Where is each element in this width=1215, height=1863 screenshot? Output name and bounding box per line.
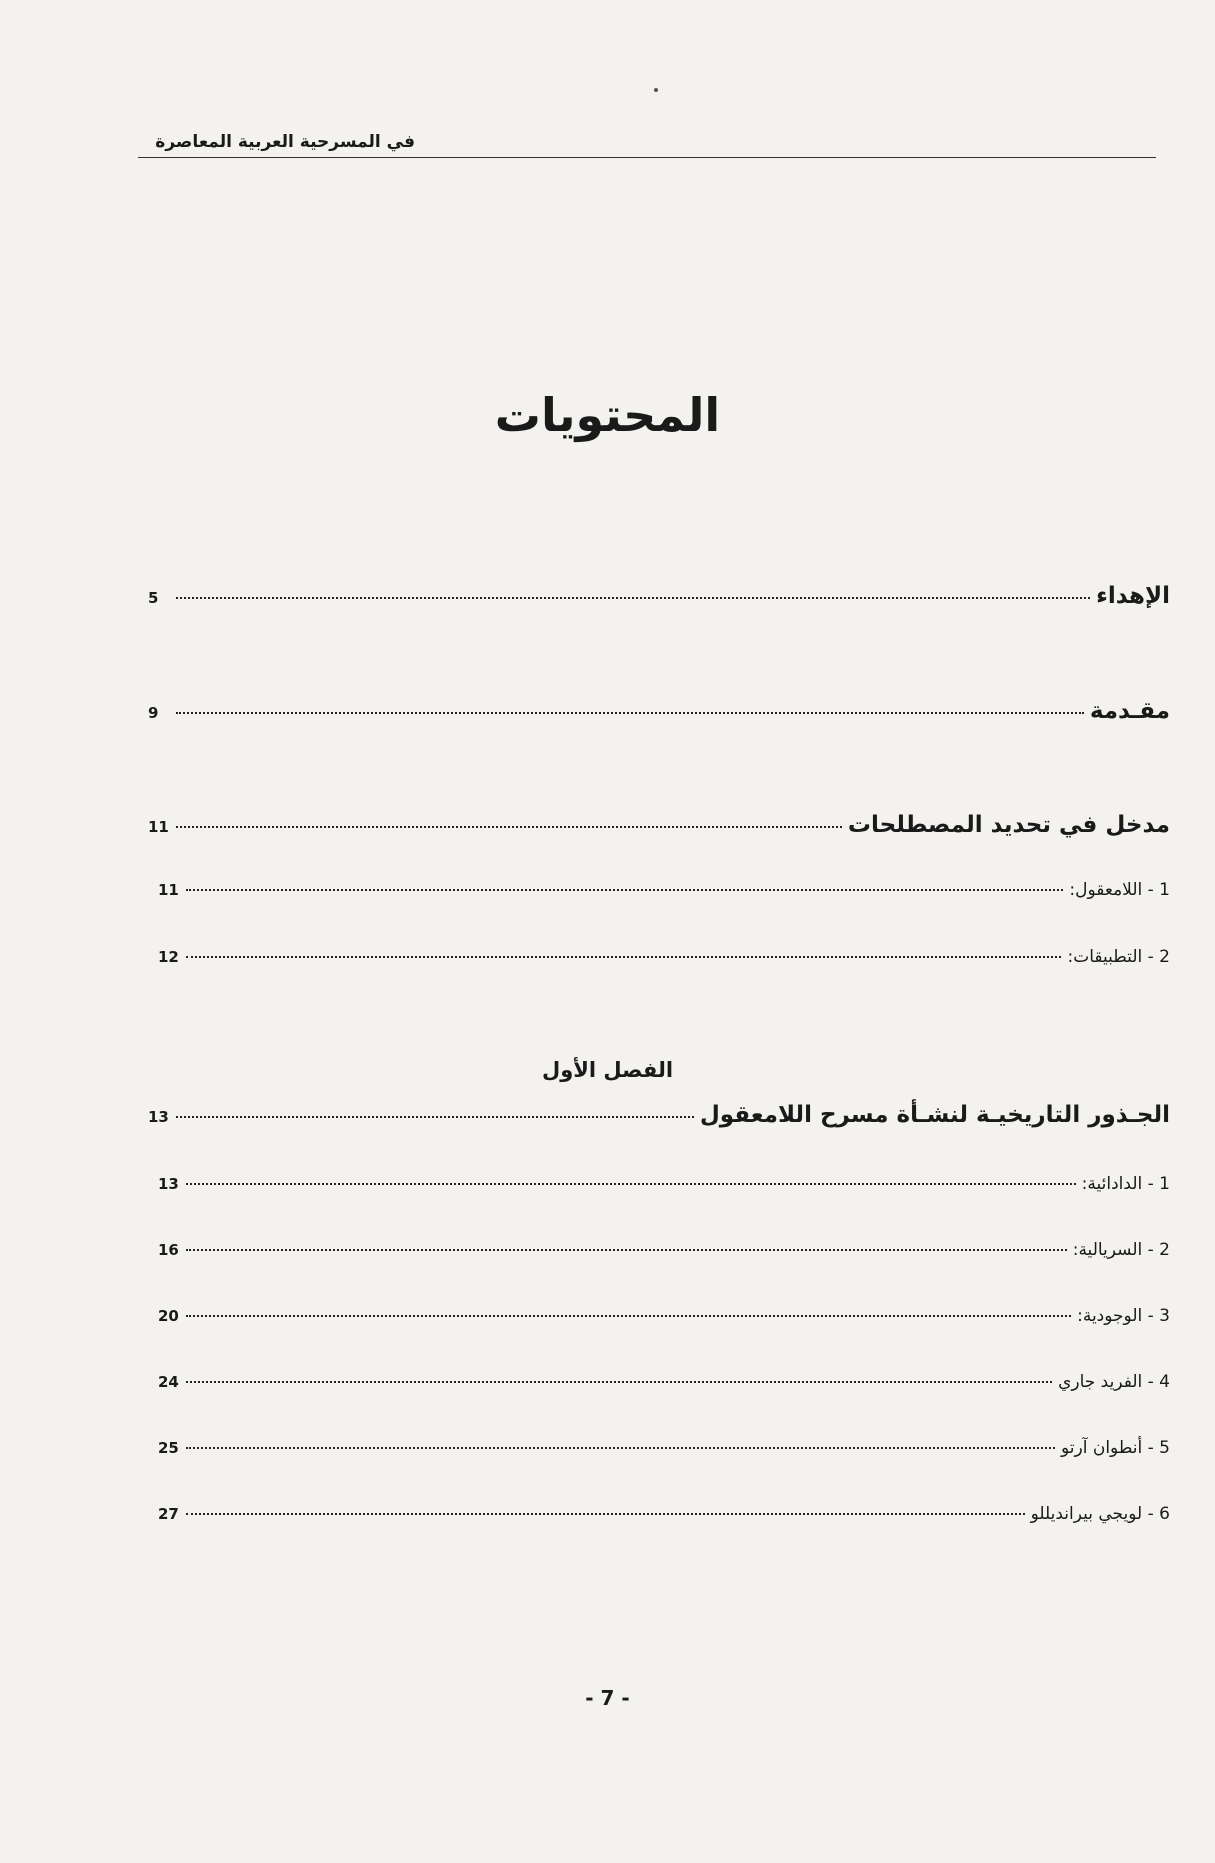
page-title: المحتويات xyxy=(494,388,721,442)
toc-entry-absurd[interactable] xyxy=(158,880,1170,900)
toc-entry-page: 13 xyxy=(148,1108,169,1126)
leader-dots xyxy=(186,889,1063,891)
leader-dots xyxy=(176,712,1084,714)
toc-entry-dedication[interactable] xyxy=(148,583,1170,609)
leader-dots xyxy=(186,1513,1025,1515)
toc-entry-page: 16 xyxy=(158,1241,179,1259)
toc-entry-label: 5 - أنطوان آرتو xyxy=(1060,1438,1170,1458)
toc-entry-page: 11 xyxy=(158,881,179,899)
toc-entry-terminology[interactable] xyxy=(148,812,1170,838)
leader-dots xyxy=(186,1183,1076,1185)
leader-dots xyxy=(186,1381,1052,1383)
page-number: - 7 - xyxy=(585,1686,630,1710)
toc-entry-label: الجـذور التاريخيـة لنشـأة مسرح اللامعقول xyxy=(699,1102,1170,1128)
toc-entry-label: 2 - السريالية: xyxy=(1072,1240,1170,1260)
toc-entry-existentialism[interactable] xyxy=(158,1306,1170,1326)
leader-dots xyxy=(186,1447,1055,1449)
leader-dots xyxy=(186,1249,1067,1251)
toc-entry-page: 13 xyxy=(158,1175,179,1193)
toc-entry-page: 25 xyxy=(158,1439,179,1457)
toc-entry-luigi-pirandello[interactable] xyxy=(158,1504,1170,1524)
toc-entry-label: مقـدمة xyxy=(1089,698,1170,724)
toc-entry-label: 2 - التطبيقات: xyxy=(1067,947,1170,967)
toc-entry-label: الإهداء xyxy=(1096,583,1170,609)
toc-entry-page: 27 xyxy=(158,1505,179,1523)
toc-entry-label: 1 - اللامعقول: xyxy=(1069,880,1170,900)
toc-entry-dadaism[interactable] xyxy=(158,1174,1170,1194)
toc-entry-page: 12 xyxy=(158,948,179,966)
toc-entry-applications[interactable] xyxy=(158,947,1170,967)
leader-dots xyxy=(176,1116,694,1118)
toc-entry-surrealism[interactable] xyxy=(158,1240,1170,1260)
toc-entry-page: 20 xyxy=(158,1307,179,1325)
toc-entry-label: 3 - الوجودية: xyxy=(1077,1306,1170,1326)
toc-entry-page: 9 xyxy=(148,704,159,722)
toc-entry-page: 11 xyxy=(148,818,169,836)
toc-entry-alfred-jarry[interactable] xyxy=(158,1372,1170,1392)
leader-dots xyxy=(176,826,842,828)
toc-entry-historical-roots[interactable] xyxy=(148,1102,1170,1128)
toc-entry-page: 5 xyxy=(148,589,159,607)
running-header: في المسرحية العربية المعاصرة xyxy=(155,132,415,152)
toc-entry-label: 1 - الدادائية: xyxy=(1081,1174,1170,1194)
toc-entry-label: مدخل في تحديد المصطلحات xyxy=(847,812,1170,838)
toc-entry-label: 6 - لويجي بيرانديللو xyxy=(1030,1504,1170,1524)
toc-entry-introduction[interactable] xyxy=(148,698,1170,724)
leader-dots xyxy=(186,1315,1071,1317)
toc-entry-page: 24 xyxy=(158,1373,179,1391)
chapter-heading: الفصل الأول xyxy=(541,1058,674,1082)
toc-entry-label: 4 - الفريد جاري xyxy=(1058,1372,1170,1392)
leader-dots xyxy=(176,597,1090,599)
leader-dots xyxy=(186,956,1061,958)
toc-entry-antonin-artaud[interactable] xyxy=(158,1438,1170,1458)
